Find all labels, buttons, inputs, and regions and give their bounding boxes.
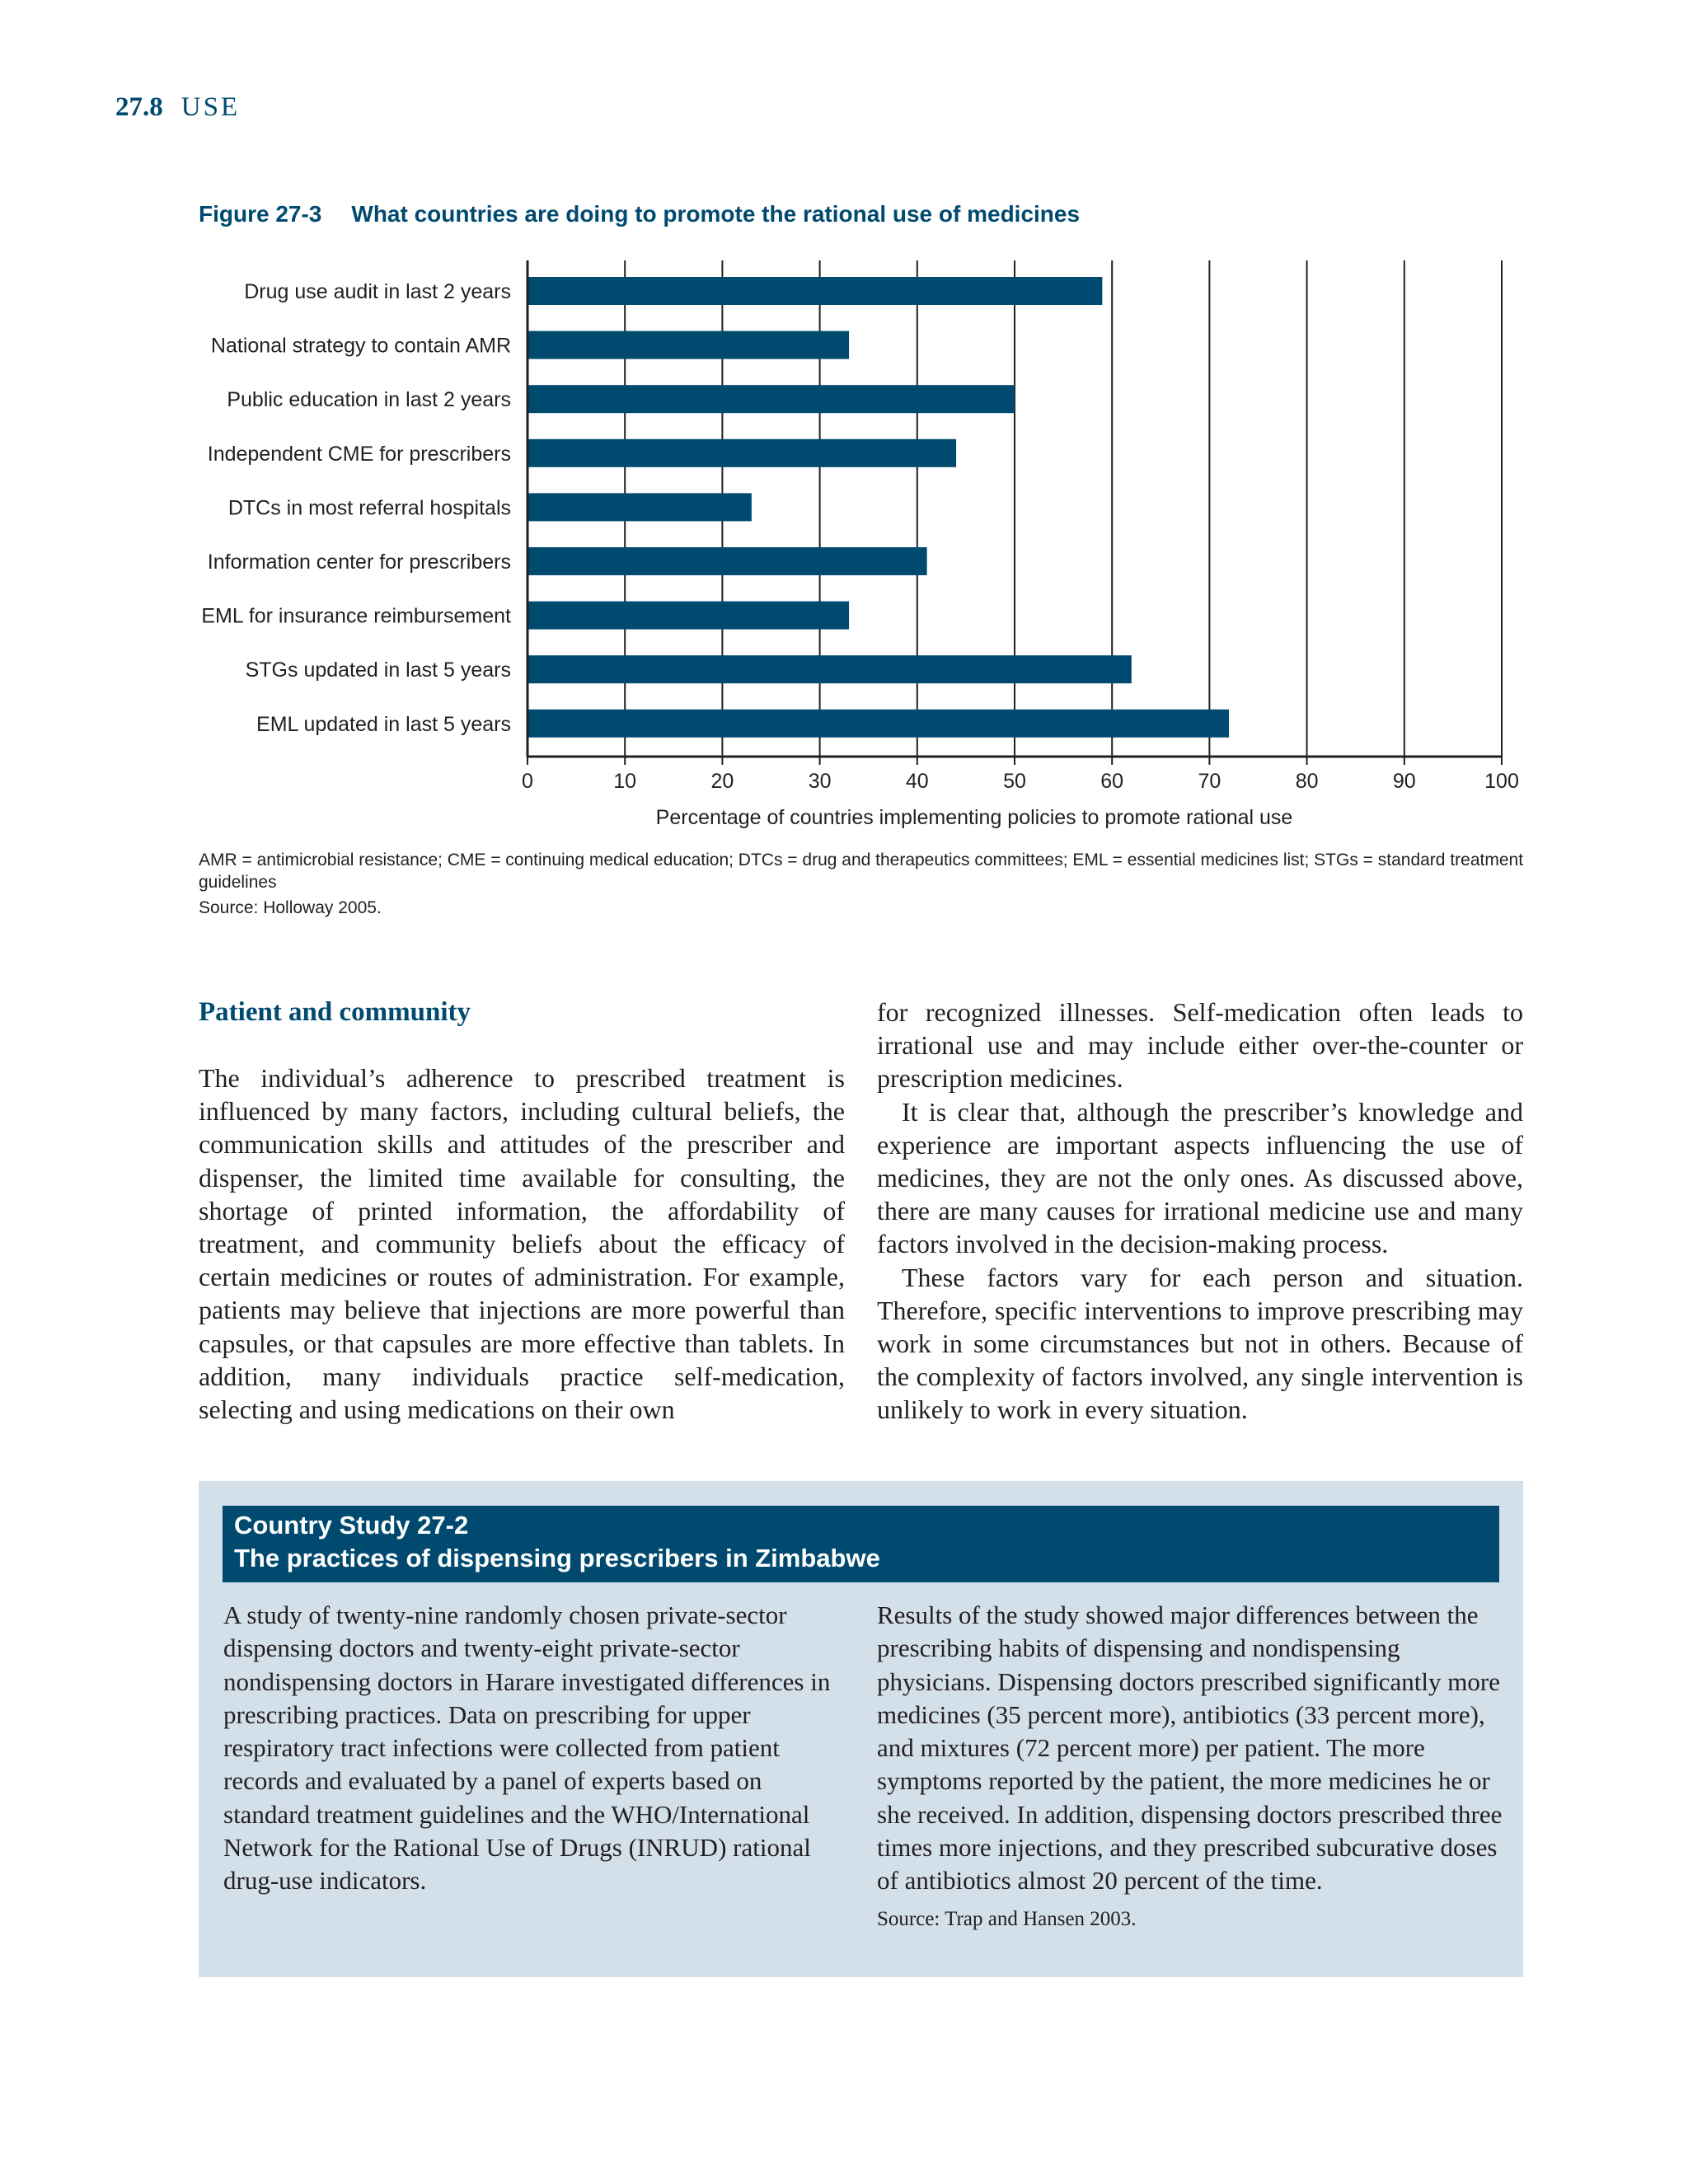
paragraph: The individual’s adherence to prescribed treatment is influenced by many factors, including cultural beliefs, the communication skills and attitudes of the prescriber and dispenser, the limited time available for consulting, the shortage of printed information, the affordability of treatment, and community beliefs about the efficacy of certain medicines or routes of administration. For example, patients may believe that injections are more powerful than capsules, or that capsules are more effective than tablets. In addition, many individuals practice self-medication, selecting and using medications on their own	[199, 1063, 845, 1425]
left-column	[199, 996, 845, 1426]
figure-title	[199, 201, 1080, 227]
country-study-header	[223, 1506, 1499, 1582]
paragraph: These factors vary for each person and situation. Therefore, specific interventions to improve prescribing may work in some circumstances but not in others. Because of the complexity of factors involved, any single intervention is unlikely to work in every situation.	[877, 1262, 1523, 1425]
x-tick-label: 0	[522, 770, 533, 793]
category-label: National strategy to contain AMR	[210, 334, 511, 358]
bar	[528, 277, 1102, 305]
figure-abbreviations-note: AMR = antimicrobial resistance; CME = continuing medical education; DTCs = drug and therapeutics committees; EML = essential medicines list; STGs = standard treatment guidelines	[199, 851, 1524, 892]
figure-source: Source: Holloway 2005.	[199, 898, 382, 917]
country-study-label: Country Study 27-2	[234, 1511, 469, 1540]
section-heading: Patient and community	[199, 997, 471, 1027]
chart-tick-labels	[522, 757, 1519, 793]
x-tick-label: 60	[1100, 770, 1124, 793]
bar	[528, 710, 1229, 738]
bar	[528, 439, 956, 467]
bar	[528, 385, 1015, 413]
bar-chart	[0, 247, 1688, 841]
x-tick-label: 70	[1198, 770, 1221, 793]
figure-label: Figure 27-3	[199, 201, 322, 227]
x-tick-label: 30	[808, 770, 832, 793]
category-label: Independent CME for prescribers	[207, 442, 511, 466]
paragraph: for recognized illnesses. Self-medication often leads to irrational use and may include either over-the-counter or prescription medicines.	[877, 997, 1523, 1094]
x-tick-label: 20	[710, 770, 734, 793]
category-label: STGs updated in last 5 years	[245, 658, 511, 682]
bar	[528, 331, 849, 359]
chart-bars	[528, 277, 1229, 738]
right-column	[877, 996, 1523, 1427]
page-number: 27.8	[115, 92, 163, 122]
category-label: EML for insurance reimbursement	[201, 604, 511, 628]
country-study-title: The practices of dispensing prescribers in Zimbabwe	[234, 1544, 880, 1572]
x-tick-label: 50	[1003, 770, 1026, 793]
category-label: EML updated in last 5 years	[256, 712, 511, 736]
country-study-text: A study of twenty-nine randomly chosen private-sector dispensing doctors and twenty-eight private-sector nondispensing doctors in Harare investigated differences in prescribing practices. Data on prescribing for upper respiratory tract infections were collected from patient records and evaluated by a panel of experts based on standard treatment guidelines and the WHO/International Network for the Rational Use of Drugs (INRUD) rational drug-use indicators.	[223, 1601, 831, 1896]
country-study-source: Source: Trap and Hansen 2003.	[877, 1907, 1137, 1930]
x-tick-label: 40	[905, 770, 929, 793]
category-label: Public education in last 2 years	[227, 388, 511, 412]
category-label: DTCs in most referral hospitals	[227, 496, 511, 520]
x-tick-label: 80	[1295, 770, 1319, 793]
bar	[528, 493, 752, 521]
country-study-right-column	[877, 1599, 1503, 1936]
x-tick-label: 90	[1392, 770, 1416, 793]
chart-x-axis-label: Percentage of countries implementing policies to promote rational use	[655, 806, 1293, 829]
bar	[528, 602, 849, 630]
paragraph: It is clear that, although the prescriber’s knowledge and experience are important aspects influencing the use of medicines, they are not the only ones. As discussed above, there are many causes for irrational medicine use and many factors involved in the decision-making process.	[877, 1096, 1523, 1259]
running-head	[115, 92, 240, 123]
running-head-section: USE	[181, 92, 241, 122]
bar	[528, 547, 927, 575]
x-tick-label: 100	[1484, 770, 1519, 793]
bar	[528, 655, 1132, 683]
x-tick-label: 10	[613, 770, 637, 793]
country-study-left-column	[223, 1599, 850, 1898]
chart-category-labels	[201, 280, 511, 736]
category-label: Information center for prescribers	[207, 551, 511, 574]
category-label: Drug use audit in last 2 years	[244, 280, 511, 303]
figure-caption: What countries are doing to promote the rational use of medicines	[351, 201, 1081, 227]
country-study-box	[199, 1481, 1523, 1977]
country-study-text: Results of the study showed major differences between the prescribing habits of dispensing and nondispensing physicians. Dispensing doctors prescribed significantly more medicines (35 percent more), antibiotics (33 percent more), and mixtures (72 percent more) per patient. The more symptoms reported by the patient, the more medicines he or she received. In addition, dispensing doctors prescribed three times more injections, and they prescribed subcurative doses of antibiotics almost 20 percent of the time.	[877, 1601, 1503, 1896]
